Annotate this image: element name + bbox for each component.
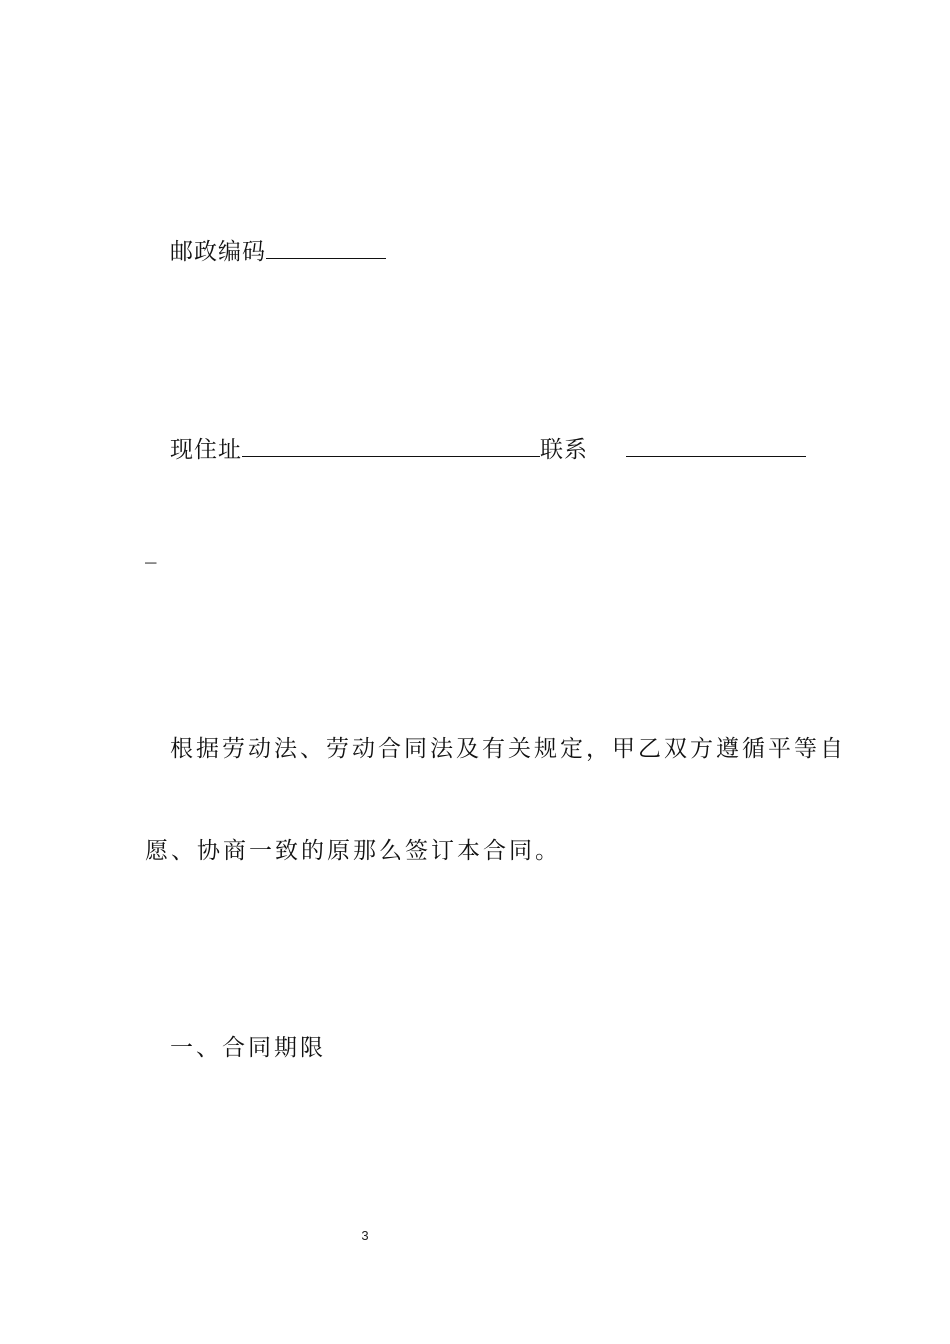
continuation-mark: _ [145,538,158,564]
paragraph-line-2: 愿、协商一致的原那么签订本合同。 [145,838,561,864]
page-number: 3 [361,1228,369,1243]
postal-code-line [170,236,386,267]
postal-code-blank [266,236,386,259]
contact-blank [626,434,806,457]
address-line [170,434,806,465]
address-blank [242,434,540,457]
postal-code-label: 邮政编码 [170,239,266,265]
contact-label: 联系 [540,437,588,463]
paragraph-line-1: 根据劳动法、劳动合同法及有关规定，甲乙双方遵循平等自 [170,736,846,762]
address-line-continuation [145,536,158,566]
section-heading: 一、合同期限 [170,1035,326,1061]
address-label: 现住址 [170,437,242,463]
